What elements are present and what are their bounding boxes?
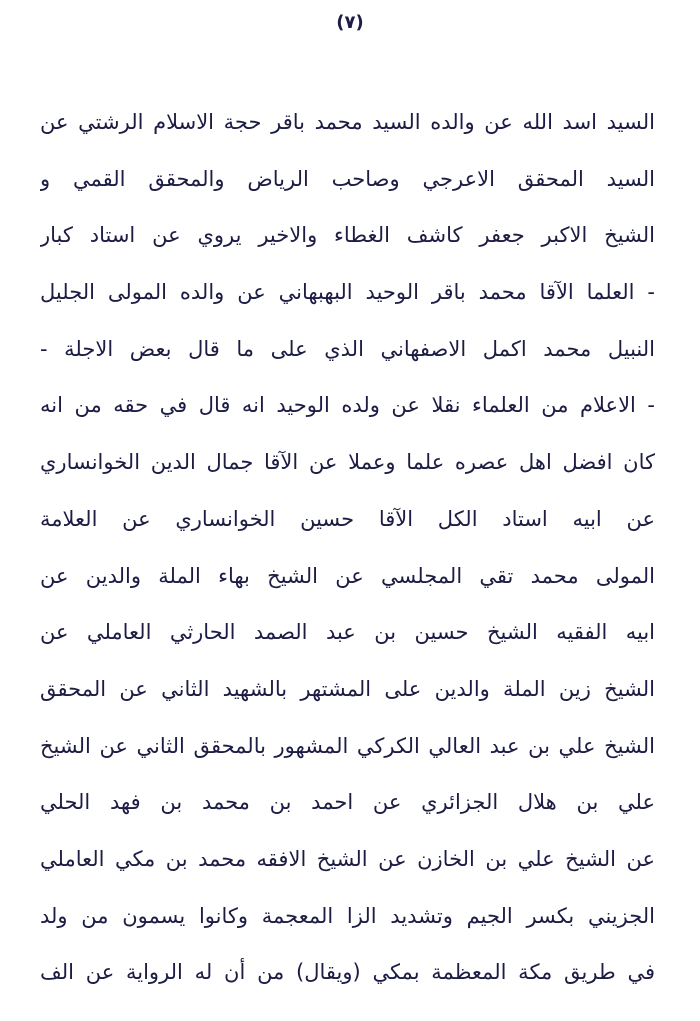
page-number: (٧) [336,12,364,33]
text-line: علي بن هلال الجزائري عن احمد بن محمد بن فهد الحلي [40,790,655,815]
text-line: في طريق مكة المعظمة بمكي (ويقال) من أن له الرواية عن الف [40,960,655,985]
text-line: عن الشيخ علي بن الخازن عن الشيخ الافقه محمد بن مكي العاملي [40,846,655,871]
text-line: كان افضل اهل عصره علما وعملا عن الآقا جمال الدين الخوانساري [40,450,655,475]
text-line: الشيخ زين الملة والدين على المشتهر بالشهيد الثاني عن المحقق [40,676,655,701]
text-line: - العلما الآقا محمد باقر الوحيد البهبهاني عن والده المولى الجليل [40,280,655,305]
text-line: الشيخ الاكبر جعفر كاشف الغطاء والاخير يروي عن استاد كبار [40,223,655,248]
text-line: السيد المحقق الاعرجي وصاحب الرياض والمحقق القمي و [40,166,655,191]
text-line: عن ابيه استاد الكل الآقا حسين الخوانساري عن العلامة [40,506,655,531]
text-line: النبيل محمد اكمل الاصفهاني الذي على ما قال بعض الاجلة - [40,336,655,361]
text-line: المولى محمد تقي المجلسي عن الشيخ بهاء الملة والدين عن [40,563,655,588]
text-line: السيد اسد الله عن والده السيد محمد باقر حجة الاسلام الرشتي عن [40,110,655,134]
text-line: الشيخ علي بن عبد العالي الكركي المشهور بالمحقق الثاني عن الشيخ [40,733,655,758]
handwritten-text-body [40,100,655,1007]
text-line: ابيه الفقيه الشيخ حسين بن عبد الصمد الحارثي العاملي عن [40,620,655,645]
text-line: - الاعلام من العلماء نقلا عن ولده الوحيد انه قال في حقه من انه [40,393,655,418]
text-line: الجزيني بكسر الجيم وتشديد الزا المعجمة وكانوا يسمون من ولد [40,903,655,928]
